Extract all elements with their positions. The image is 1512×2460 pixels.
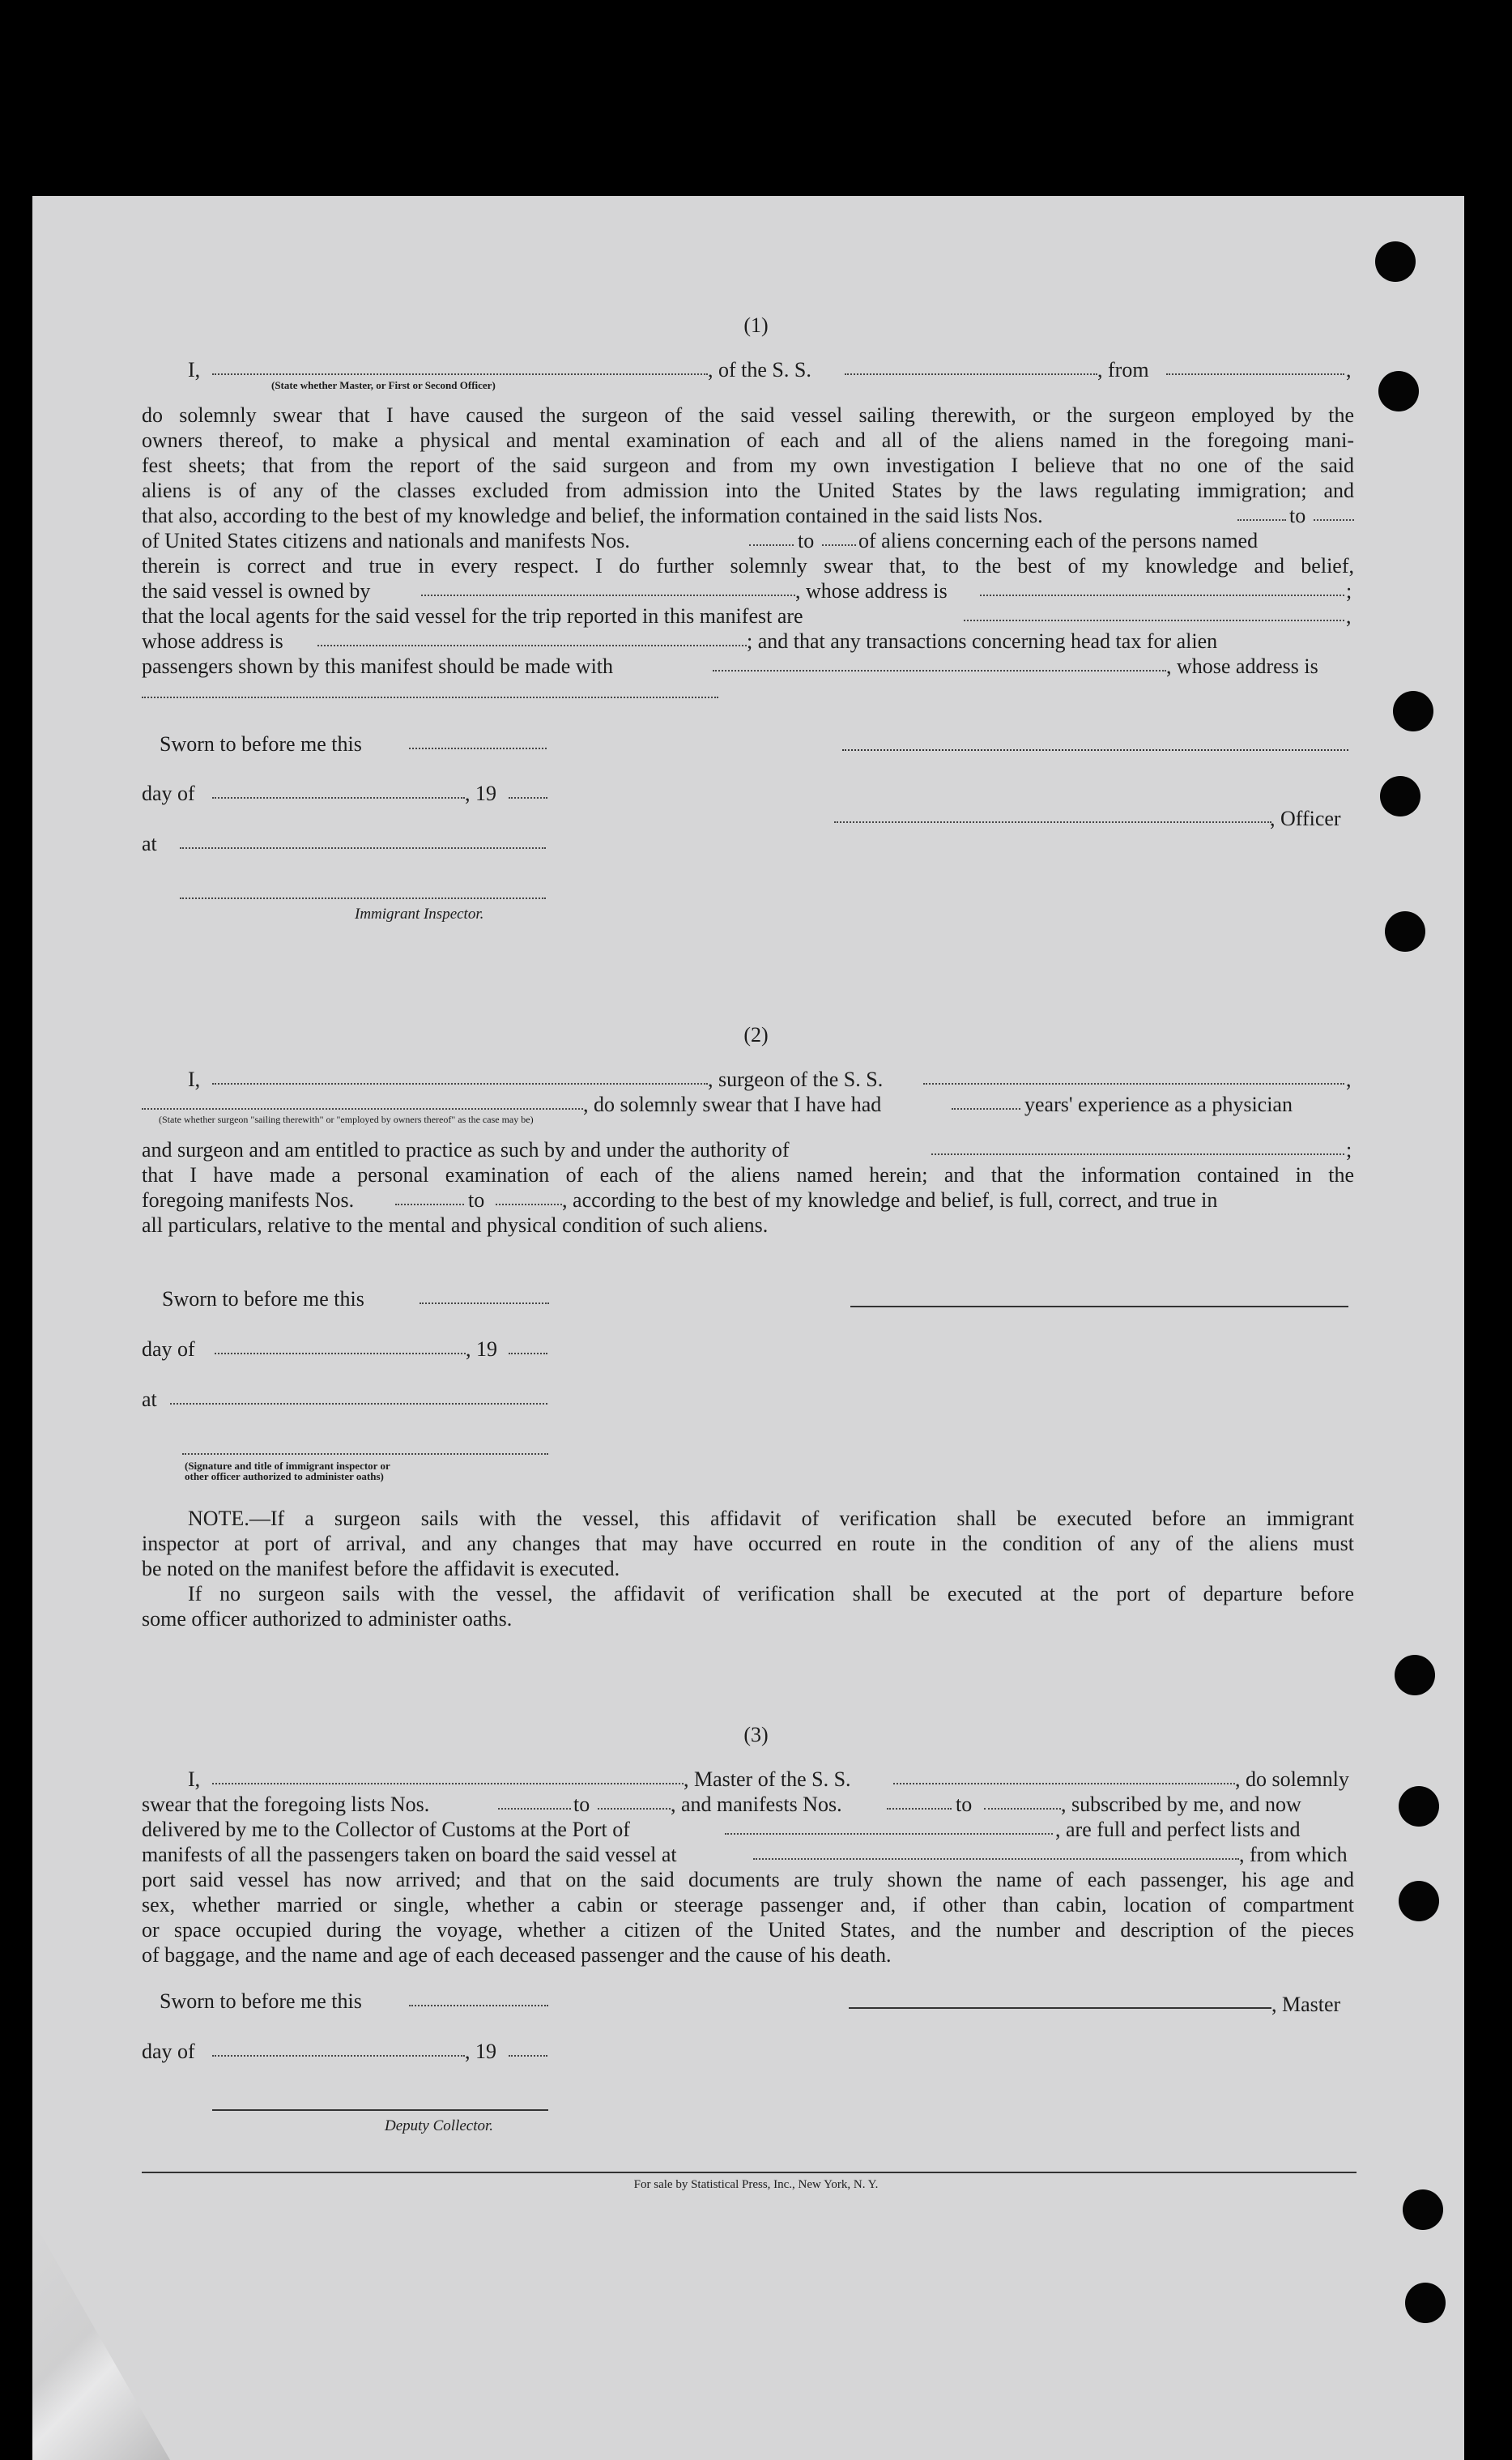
s1-head-tax: ; and that any transactions concerning head tax for alien bbox=[747, 629, 1218, 653]
s1-manifests-nos: of United States citizens and nationals and manifests Nos. bbox=[142, 529, 630, 552]
s3-day-blank bbox=[212, 2055, 465, 2057]
s1-day-of: day of bbox=[142, 782, 195, 805]
s3-ship-blank bbox=[893, 1783, 1235, 1784]
s1-agents-end: , bbox=[1346, 604, 1352, 628]
s2-caption: (State whether surgeon "sailing therewith" or "employed by owners thereof" as the case may be) bbox=[159, 1114, 534, 1125]
s1-manifests-to-blank bbox=[822, 544, 856, 546]
punch-hole-3 bbox=[1393, 691, 1433, 731]
punch-hole-9 bbox=[1403, 2189, 1443, 2230]
s1-day-blank bbox=[212, 797, 465, 799]
s1-from: , from bbox=[1097, 358, 1149, 382]
s1-passengers-line: passengers shown by this manifest should be made with bbox=[142, 654, 614, 678]
s1-lists-to-blank bbox=[1314, 519, 1354, 521]
s3-sworn-blank bbox=[409, 2005, 548, 2006]
s3-manifests-to: to bbox=[956, 1793, 973, 1816]
s3-port-blank bbox=[725, 1833, 1053, 1835]
note-line-1 bbox=[188, 1506, 1354, 1531]
s3-para-line-2: sex, whether married or single, whether a cabin or steerage passenger and, if other than cabin, location of compartment bbox=[142, 1893, 1354, 1916]
s1-from-blank bbox=[1166, 373, 1344, 375]
s2-year-blank bbox=[509, 1353, 547, 1354]
s2-sig-caption-2: other officer authorized to administer oaths) bbox=[185, 1470, 384, 1482]
s1-manifests-to: to bbox=[798, 529, 815, 552]
s1-owner-address-blank bbox=[980, 595, 1344, 596]
s1-sworn: Sworn to before me this bbox=[160, 732, 362, 756]
section-2-number: (2) bbox=[743, 1023, 769, 1047]
s2-years-blank bbox=[952, 1108, 1020, 1110]
punch-hole-7 bbox=[1399, 1786, 1439, 1827]
s3-manifests-from-blank bbox=[887, 1808, 952, 1810]
s2-at-blank bbox=[170, 1403, 547, 1405]
s1-head-tax-agent-blank bbox=[713, 670, 1166, 671]
s1-para-line-4: aliens is of any of the classes excluded from admission into the United States by the laws regulating immigration; and bbox=[142, 479, 1354, 502]
s2-examination-line: that I have made a personal examination of each of the aliens named herein; and that the information contained in the bbox=[142, 1163, 1354, 1187]
s2-years: years' experience as a physician bbox=[1024, 1093, 1293, 1116]
s2-foregoing: foregoing manifests Nos. bbox=[142, 1188, 355, 1212]
s1-officer-caption: (State whether Master, or First or Second Officer) bbox=[271, 379, 496, 391]
s1-lists-from-blank bbox=[1237, 519, 1286, 521]
s2-foregoing-to-blank bbox=[496, 1204, 562, 1205]
s2-surgeon-of-ss: , surgeon of the S. S. bbox=[708, 1068, 884, 1091]
s2-surgeon-type-blank bbox=[142, 1108, 583, 1110]
s3-para-line-1: port said vessel has now arrived; and that on the said documents are truly shown the name of each passenger, his age and bbox=[142, 1868, 1354, 1891]
s3-deputy-signature-line bbox=[212, 2109, 548, 2111]
s1-agents-address: whose address is bbox=[142, 629, 283, 653]
s2-at: at bbox=[142, 1388, 157, 1411]
s1-para-line-2: owners thereof, to make a physical and mental examination of each and all of the aliens named in the foregoing mani- bbox=[142, 428, 1354, 452]
s1-lists-to: to bbox=[1289, 504, 1306, 527]
note-line-2: inspector at port of arrival, and any changes that may have occurred en route in the condition of any of the aliens must bbox=[142, 1532, 1354, 1555]
s3-master-signature-line bbox=[849, 2007, 1271, 2009]
footer-rule bbox=[142, 2172, 1357, 2173]
s3-lists-from-blank bbox=[498, 1808, 571, 1810]
punch-hole-4 bbox=[1380, 776, 1420, 816]
punch-hole-8 bbox=[1399, 1881, 1439, 1921]
s3-sworn: Sworn to before me this bbox=[160, 1989, 362, 2013]
s2-i: I, bbox=[188, 1068, 201, 1091]
s1-owner-address: , whose address is bbox=[795, 579, 948, 603]
s3-manifests-to-blank bbox=[984, 1808, 1061, 1810]
s1-lists-nos: that also, according to the best of my knowledge and belief, the information contained in the said lists Nos. bbox=[142, 504, 1043, 527]
s3-vessel-at-blank bbox=[753, 1858, 1239, 1860]
punch-hole-2 bbox=[1378, 371, 1419, 411]
s1-address-blank bbox=[142, 697, 718, 698]
s2-day-of: day of bbox=[142, 1337, 195, 1361]
s2-surgeon-name-blank bbox=[212, 1083, 708, 1085]
s1-manifests-from-blank bbox=[749, 544, 794, 546]
s1-manifests-end: of aliens concerning each of the persons named bbox=[858, 529, 1259, 552]
s1-para-line-1: do solemnly swear that I have caused the surgeon of the said vessel sailing therewith, or the surgeon employed by the bbox=[142, 403, 1354, 427]
note-label: NOTE. bbox=[188, 1507, 249, 1530]
s1-officer-signature-line bbox=[842, 749, 1348, 751]
s1-officer-blank-2 bbox=[834, 821, 1271, 823]
punch-hole-1 bbox=[1375, 241, 1416, 282]
s3-i: I, bbox=[188, 1767, 201, 1791]
s2-authority-blank bbox=[931, 1153, 1344, 1155]
s1-at: at bbox=[142, 832, 157, 855]
s3-subscribed: , subscribed by me, and now bbox=[1061, 1793, 1301, 1816]
s3-deputy-label: Deputy Collector. bbox=[385, 2117, 494, 2134]
s1-owner-blank bbox=[421, 595, 795, 596]
s1-sworn-blank bbox=[409, 748, 547, 749]
s3-manifests-all: manifests of all the passengers taken on board the said vessel at bbox=[142, 1843, 677, 1866]
s2-inspector-signature-line bbox=[182, 1453, 548, 1455]
s3-perfect-lists: , are full and perfect lists and bbox=[1055, 1818, 1301, 1841]
s3-year: , 19 bbox=[465, 2040, 496, 2063]
s1-agents-address-blank bbox=[317, 645, 747, 646]
s3-year-blank bbox=[509, 2055, 547, 2057]
s2-foregoing-to: to bbox=[468, 1188, 485, 1212]
s1-inspector-signature-line bbox=[180, 897, 546, 899]
s1-owned-by: the said vessel is owned by bbox=[142, 579, 371, 603]
s2-year: , 19 bbox=[466, 1337, 497, 1361]
punch-hole-6 bbox=[1395, 1655, 1435, 1695]
s1-agents-blank bbox=[964, 620, 1344, 621]
s2-sworn: Sworn to before me this bbox=[162, 1287, 364, 1311]
note-line-4: If no surgeon sails with the vessel, the affidavit of verification shall be executed at the port of departure before bbox=[188, 1582, 1354, 1605]
s2-authority: and surgeon and am entitled to practice as such by and under the authority of bbox=[142, 1138, 790, 1162]
s1-i: I, bbox=[188, 358, 201, 382]
s2-foregoing-from-blank bbox=[395, 1204, 464, 1205]
note-line-5: some officer authorized to administer oaths. bbox=[142, 1607, 513, 1631]
s3-para-line-3: or space occupied during the voyage, whether a citizen of the United States, and the number and description of the pieces bbox=[142, 1918, 1354, 1942]
s1-local-agents: that the local agents for the said vessel for the trip reported in this manifest are bbox=[142, 604, 803, 628]
punch-hole-10 bbox=[1405, 2283, 1446, 2323]
note-line-1-text: —If a surgeon sails with the vessel, this affidavit of verification shall be executed before an immigrant bbox=[249, 1507, 1354, 1530]
note-line-3: be noted on the manifest before the affidavit is executed. bbox=[142, 1557, 620, 1580]
s1-ship-blank bbox=[845, 373, 1097, 375]
s1-year: , 19 bbox=[465, 782, 496, 805]
s1-therein-line: therein is correct and true in every respect. I do further solemnly swear that, to the best of my knowledge and belief, bbox=[142, 554, 1354, 578]
s3-lists-to-blank bbox=[598, 1808, 671, 1810]
s2-sworn-blank bbox=[420, 1302, 549, 1304]
s1-para-line-3: fest sheets; that from the report of the said surgeon and from my own investigation I believe that no one of the said bbox=[142, 454, 1354, 477]
s1-passengers-end: , whose address is bbox=[1166, 654, 1318, 678]
s2-particulars: all particulars, relative to the mental and physical condition of such aliens. bbox=[142, 1213, 769, 1237]
s3-lists-to: to bbox=[573, 1793, 590, 1816]
s3-master-of-ss: , Master of the S. S. bbox=[684, 1767, 851, 1791]
section-3-number: (3) bbox=[743, 1723, 769, 1746]
s1-officer-blank bbox=[212, 373, 708, 375]
s3-master-name-blank bbox=[212, 1783, 684, 1784]
s1-year-blank bbox=[509, 797, 547, 799]
s3-manifests: , and manifests Nos. bbox=[671, 1793, 842, 1816]
footer-imprint: For sale by Statistical Press, Inc., New York, N. Y. bbox=[633, 2178, 879, 2191]
s3-line1-end: , do solemnly bbox=[1235, 1767, 1349, 1791]
s1-line1-end: , bbox=[1346, 358, 1352, 382]
s3-last-line: of baggage, and the name and age of each deceased passenger and the cause of his death. bbox=[142, 1943, 892, 1967]
s3-from-which: , from which bbox=[1239, 1843, 1348, 1866]
s2-foregoing-rest: , according to the best of my knowledge and belief, is full, correct, and true in bbox=[562, 1188, 1218, 1212]
s2-authority-end: ; bbox=[1346, 1138, 1352, 1162]
s2-surgeon-signature-line bbox=[850, 1306, 1348, 1307]
s2-ship-blank bbox=[923, 1083, 1344, 1085]
s3-lists: swear that the foregoing lists Nos. bbox=[142, 1793, 430, 1816]
s3-master-label: , Master bbox=[1271, 1993, 1341, 2016]
s2-line1-end: , bbox=[1346, 1068, 1352, 1091]
punch-hole-5 bbox=[1385, 911, 1425, 952]
s2-day-blank bbox=[215, 1353, 466, 1354]
s2-swear: , do solemnly swear that I have had bbox=[583, 1093, 882, 1116]
s1-inspector-label: Immigrant Inspector. bbox=[355, 906, 484, 923]
s1-at-blank bbox=[180, 847, 546, 849]
section-1-number: (1) bbox=[743, 313, 769, 337]
s1-officer-label: , Officer bbox=[1270, 807, 1341, 830]
s3-day-of: day of bbox=[142, 2040, 195, 2063]
s1-owned-end: ; bbox=[1346, 579, 1352, 603]
s1-of-ss: , of the S. S. bbox=[708, 358, 811, 382]
s3-collector: delivered by me to the Collector of Customs at the Port of bbox=[142, 1818, 630, 1841]
s2-sig-caption-1: (Signature and title of immigrant inspector or bbox=[185, 1460, 390, 1472]
